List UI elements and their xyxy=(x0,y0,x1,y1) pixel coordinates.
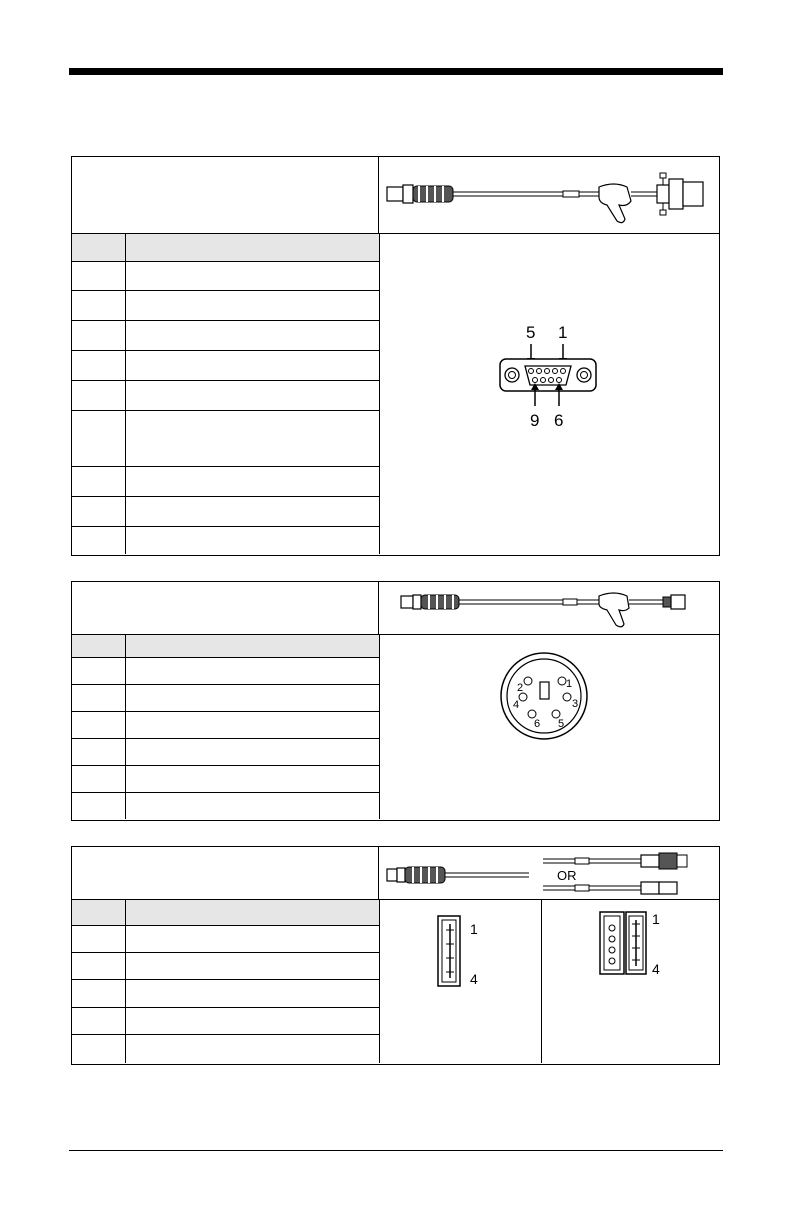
table-title-cell xyxy=(72,847,379,900)
table-row xyxy=(72,381,379,411)
ps2-cable-illustration xyxy=(379,582,719,633)
table-title-cell xyxy=(72,582,379,635)
usb-typeA-connector-diagram xyxy=(379,900,541,1063)
powered-pin-label-1: 1 xyxy=(652,911,660,927)
pin-label-5: 5 xyxy=(526,323,536,342)
cable-image-cell xyxy=(379,847,719,900)
table-row xyxy=(72,1008,379,1035)
table-row xyxy=(72,321,379,351)
table-row xyxy=(72,766,379,793)
table-row xyxy=(72,739,379,766)
table-row xyxy=(72,411,379,467)
table-row xyxy=(72,497,379,527)
pin-label-2: 2 xyxy=(517,682,524,694)
usb-pin-label-4: 4 xyxy=(470,971,478,987)
table-row xyxy=(72,926,379,953)
table-header-row xyxy=(72,234,379,262)
table-header-row xyxy=(72,635,379,658)
pin-label-9: 9 xyxy=(530,411,540,430)
mini-din-connector-diagram xyxy=(379,635,719,819)
table-header-row xyxy=(72,900,379,926)
table-row xyxy=(72,1035,379,1063)
table-row xyxy=(72,980,379,1008)
cable-image-cell xyxy=(379,582,719,635)
table-row xyxy=(72,658,379,685)
rs232-cable-illustration xyxy=(379,157,719,232)
powered-usb-connector-diagram xyxy=(541,900,719,1063)
rs232-pinout-table xyxy=(71,156,720,556)
table-row xyxy=(72,351,379,381)
pin-label-1: 1 xyxy=(558,323,568,342)
pin-label-5: 5 xyxy=(558,718,565,730)
usb-pinout-table xyxy=(71,846,720,1065)
table-row xyxy=(72,953,379,980)
usb-cable-illustration xyxy=(379,847,719,898)
table-title-cell xyxy=(72,157,379,234)
table-row xyxy=(72,467,379,497)
table-row xyxy=(72,712,379,739)
header-rule xyxy=(69,68,723,75)
or-label: OR xyxy=(557,868,577,883)
table-row xyxy=(72,793,379,819)
table-row xyxy=(72,262,379,291)
pin-label-1: 1 xyxy=(566,678,573,690)
pin-label-6: 6 xyxy=(534,718,541,730)
usb-pin-label-1: 1 xyxy=(470,921,478,937)
pin-label-6: 6 xyxy=(554,411,564,430)
table-row xyxy=(72,527,379,554)
pin-label-3: 3 xyxy=(572,698,579,710)
cable-image-cell xyxy=(379,157,719,234)
footer-rule xyxy=(69,1150,723,1151)
powered-pin-label-4: 4 xyxy=(652,961,660,977)
table-row xyxy=(72,685,379,712)
table-row xyxy=(72,291,379,321)
ps2-pinout-table xyxy=(71,581,720,821)
db9-connector-diagram xyxy=(379,234,719,554)
pin-label-4: 4 xyxy=(513,699,520,711)
